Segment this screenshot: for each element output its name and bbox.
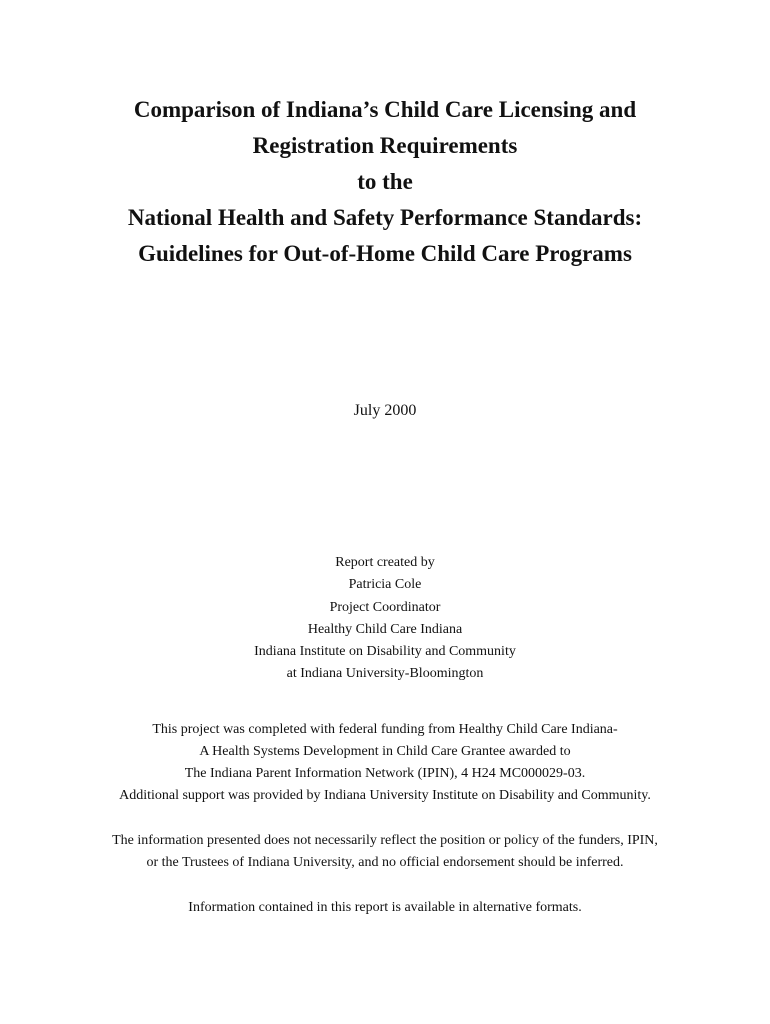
disclaimer-line-2: or the Trustees of Indiana University, and no official endorsement should be inferred. <box>146 855 624 870</box>
funding-statement <box>0 719 770 807</box>
funding-line-3: The Indiana Parent Information Network (IPIN), 4 H24 MC000029-03. <box>184 766 586 781</box>
report-date: July 2000 <box>353 402 417 419</box>
title-line-1: Comparison of Indiana’s Child Care Licensing and <box>133 97 637 122</box>
title-line-2: Registration Requirements <box>252 133 518 158</box>
document-title <box>0 92 770 272</box>
disclaimer-statement <box>0 830 770 874</box>
credits-line-2: Patricia Cole <box>348 577 422 593</box>
funding-line-1: This project was completed with federal funding from Healthy Child Care Indiana- <box>152 722 618 737</box>
author-credits <box>0 552 770 686</box>
title-line-5: Guidelines for Out-of-Home Child Care Programs <box>138 241 632 266</box>
alternative-formats-note: Information contained in this report is available in alternative formats. <box>188 900 582 915</box>
funding-line-4: Additional support was provided by Indiana University Institute on Disability and Community. <box>119 788 651 803</box>
disclaimer-line-1: The information presented does not necessarily reflect the position or policy of the funders, IPIN, <box>112 833 658 848</box>
title-line-3: to the <box>357 169 413 194</box>
credits-line-5: Indiana Institute on Disability and Community <box>254 644 516 660</box>
credits-line-3: Project Coordinator <box>329 599 441 615</box>
credits-line-6: at Indiana University-Bloomington <box>286 666 484 682</box>
credits-line-4: Healthy Child Care Indiana <box>307 621 463 637</box>
credits-line-1: Report created by <box>335 555 435 570</box>
funding-line-2: A Health Systems Development in Child Care Grantee awarded to <box>199 744 571 759</box>
title-line-4: National Health and Safety Performance Standards: <box>127 205 643 230</box>
